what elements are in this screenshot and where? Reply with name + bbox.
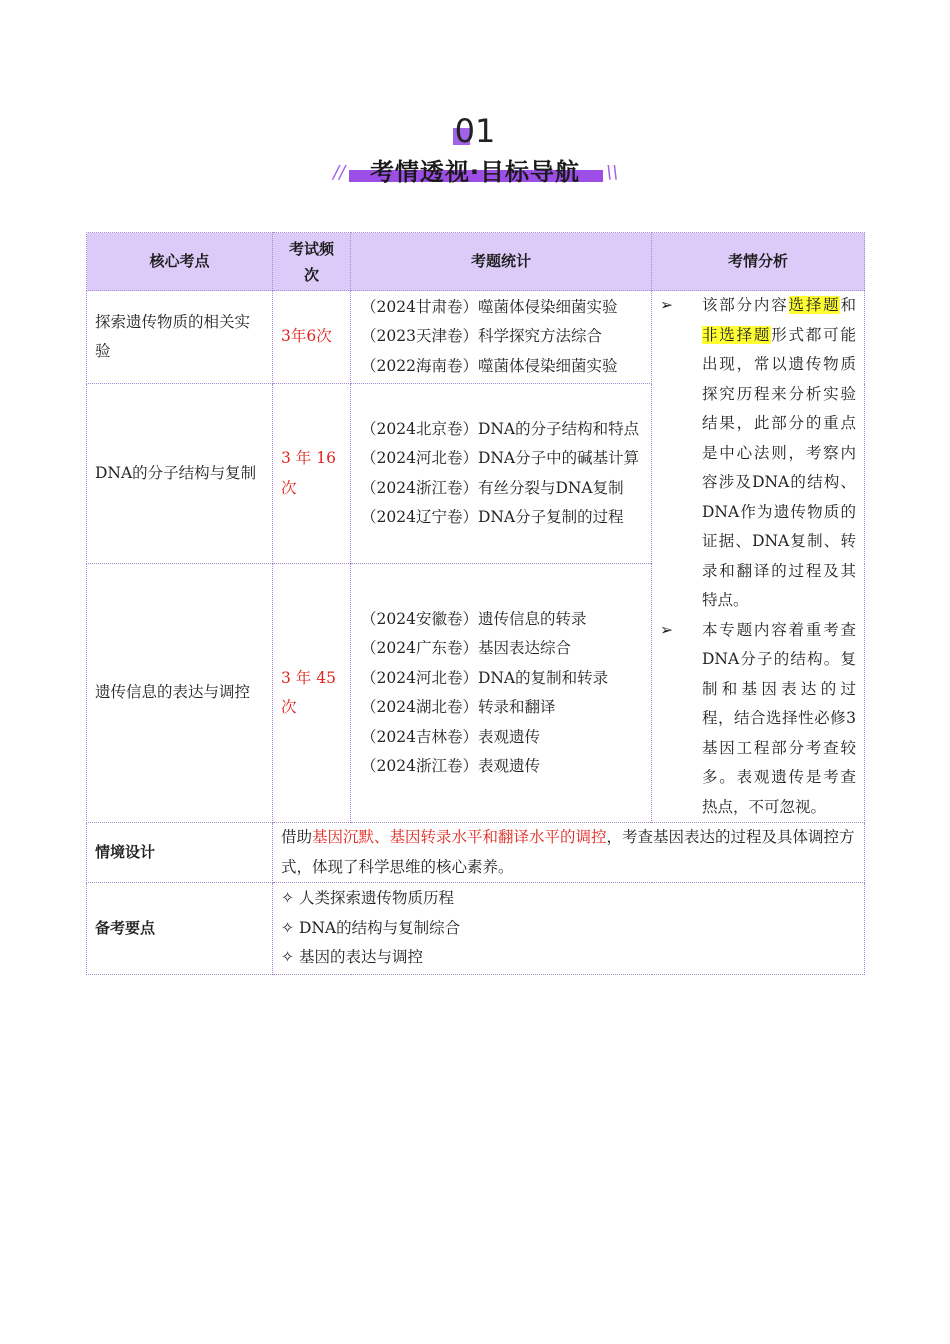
exam-item: （2024安徽卷）遗传信息的转录	[361, 609, 587, 628]
situation-text: 借助基因沉默、基因转录水平和翻译水平的调控，考查基因表达的过程及具体调控方式，体现了科学思维的核心素养。	[273, 823, 865, 883]
section-title: 考情透视·目标导航	[369, 158, 581, 186]
exam-list-cell	[351, 564, 652, 823]
table-row	[87, 291, 865, 384]
situation-label: 情境设计	[87, 823, 273, 883]
list-item: ✧ 人类探索遗传物质历程	[281, 889, 454, 908]
prep-row	[87, 883, 865, 975]
exam-item: （2024湖北卷）转录和翻译	[361, 698, 556, 717]
exam-item: （2024广东卷）基因表达综合	[361, 639, 571, 658]
arrow-bullet-icon: ➢	[660, 620, 673, 639]
exam-item: （2024浙江卷）表观遗传	[361, 757, 540, 776]
header-exam-stats: 考题统计	[351, 233, 652, 291]
list-item: ✧ DNA的结构与复制综合	[281, 918, 461, 937]
exam-item: （2022海南卷）噬菌体侵染细菌实验	[361, 356, 618, 375]
section-number: 01	[454, 112, 496, 150]
header-analysis: 考情分析	[652, 233, 865, 291]
frequency-cell: 3年6次	[273, 291, 351, 384]
situation-row	[87, 823, 865, 883]
topic-cell: 探索遗传物质的相关实验	[87, 291, 273, 384]
highlight-choice: 选择题	[788, 296, 841, 314]
exam-item: （2024甘肃卷）噬菌体侵染细菌实验	[361, 297, 618, 316]
frequency-cell: 3 年 16 次	[273, 384, 351, 564]
prep-list	[273, 883, 865, 975]
exam-list-cell	[351, 291, 652, 384]
star-bullet-icon: ✧	[281, 889, 294, 908]
star-bullet-icon: ✧	[281, 918, 294, 937]
exam-item: （2023天津卷）科学探究方法综合	[361, 327, 602, 346]
topic-cell: DNA的分子结构与复制	[87, 384, 273, 564]
exam-item: （2024吉林卷）表观遗传	[361, 727, 540, 746]
exam-item: （2024辽宁卷）DNA分子复制的过程	[361, 508, 624, 527]
slash-decoration-right: \\	[606, 162, 619, 183]
topic-cell: 遗传信息的表达与调控	[87, 564, 273, 823]
header-core-topic: 核心考点	[87, 233, 273, 291]
exam-list-cell	[351, 384, 652, 564]
exam-item: （2024河北卷）DNA分子中的碱基计算	[361, 449, 640, 468]
list-item: ✧ 基因的表达与调控	[281, 948, 423, 967]
analysis-point: ➢ 本专题内容着重考查DNA分子的结构。复制和基因表达的过程，结合选择性必修3基因工程部分考查较多。表观遗传是考查热点，不可忽视。	[652, 616, 856, 823]
analysis-point: ➢ 该部分内容选择题和非选择题形式都可能出现，常以遗传物质探究历程来分析实验结果，此部分的重点是中心法则，考察内容涉及DNA的结构、DNA作为遗传物质的证据、DNA复制、转录和翻译的过程及其特点。	[652, 291, 856, 616]
highlight-nonchoice: 非选择题	[702, 325, 772, 344]
section-banner	[0, 110, 950, 190]
exam-item: （2024北京卷）DNA的分子结构和特点	[361, 419, 640, 438]
header-frequency: 考试频次	[273, 233, 351, 291]
prep-label: 备考要点	[87, 883, 273, 975]
slash-decoration-left: //	[333, 162, 346, 183]
frequency-cell: 3 年 45 次	[273, 564, 351, 823]
exam-item: （2024浙江卷）有丝分裂与DNA复制	[361, 478, 624, 497]
exam-analysis-table	[86, 232, 865, 975]
table-header-row	[87, 233, 865, 291]
analysis-cell	[652, 291, 865, 823]
arrow-bullet-icon: ➢	[660, 296, 673, 314]
situation-highlight: 基因沉默、基因转录水平和翻译水平的调控	[312, 828, 607, 846]
exam-item: （2024河北卷）DNA的复制和转录	[361, 668, 609, 687]
star-bullet-icon: ✧	[281, 948, 294, 967]
